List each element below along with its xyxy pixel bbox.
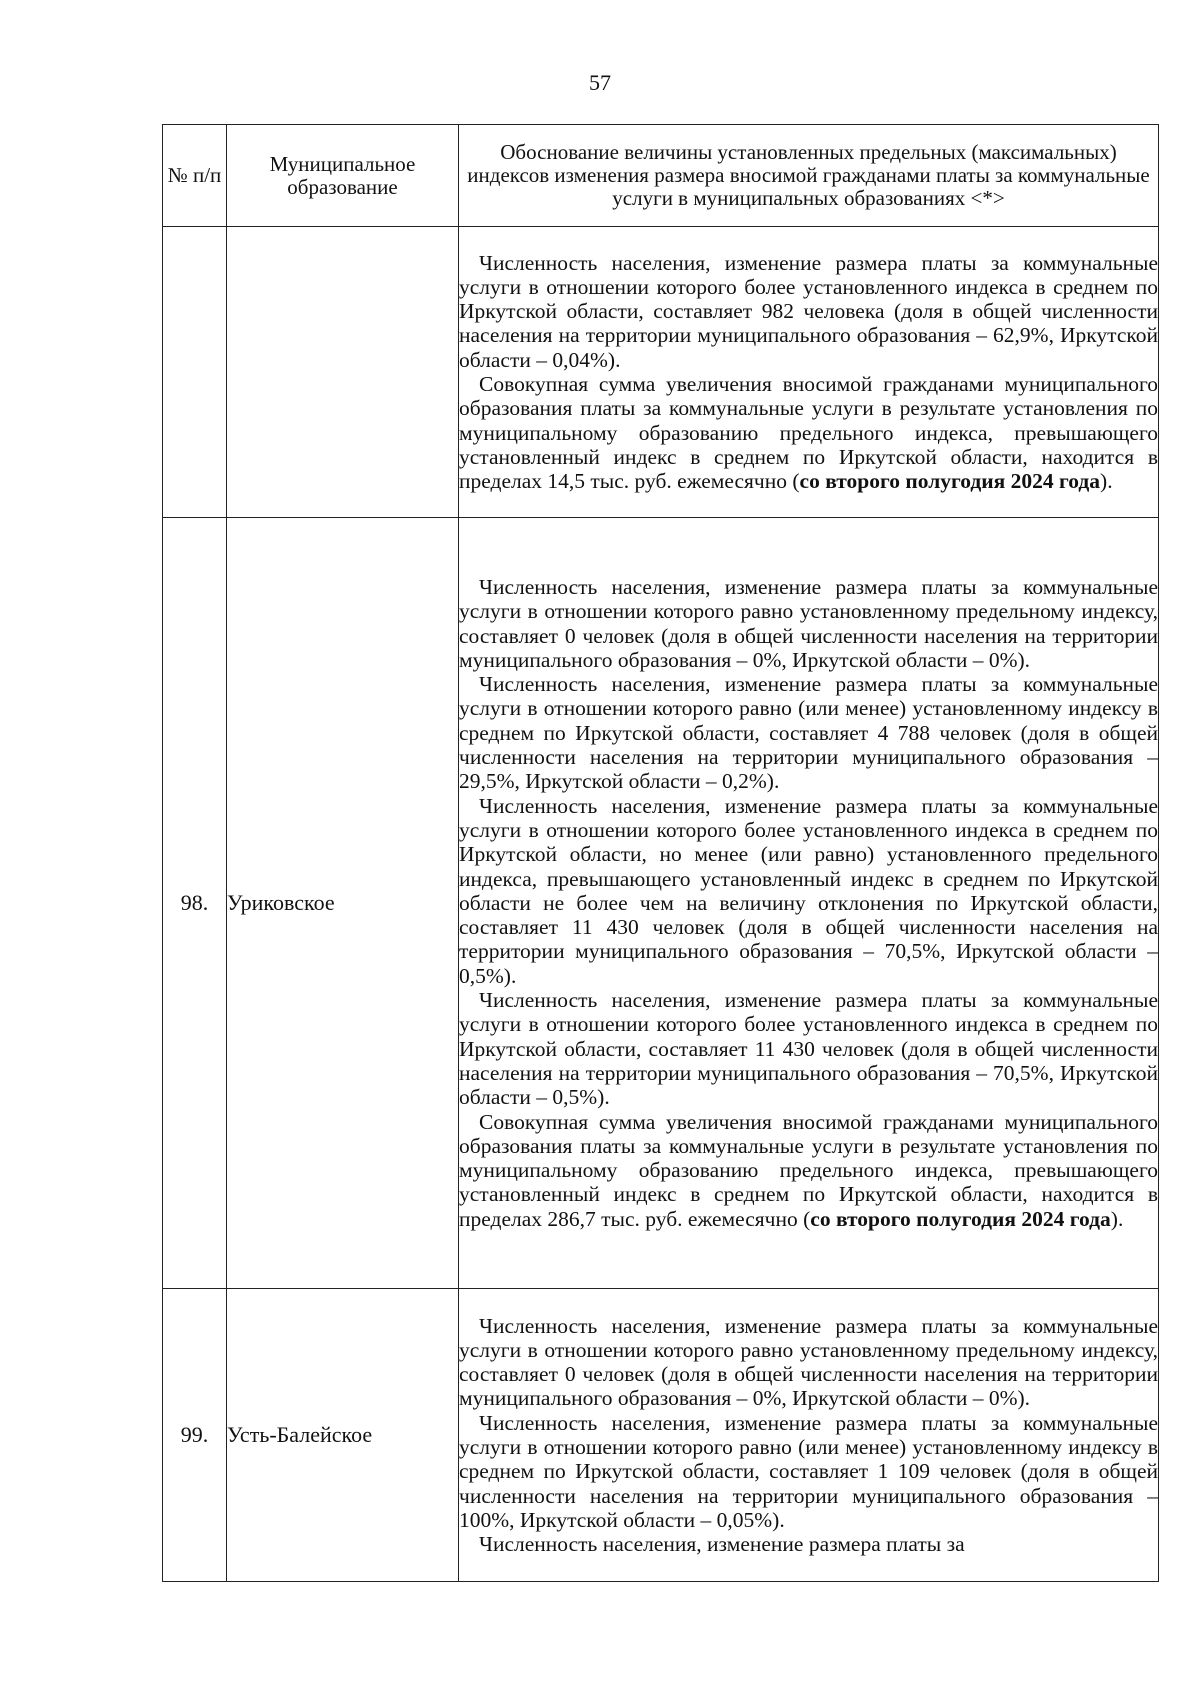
row-number: 98. xyxy=(163,518,227,1289)
justification-paragraph: Численность населения, изменение размера платы за xyxy=(479,1532,965,1557)
justification-paragraph: Численность населения, изменение размера платы за коммунальные услуги в отношении которого равно (или менее) установленному индексу в среднем по Иркутской области, составляет 1 109 человек (доля в общей численности населения на территории муниципального образования – 100%, Иркутской области – 0,05%). xyxy=(459,1410,1158,1532)
justification-paragraph: Численность населения, изменение размера платы за коммунальные услуги в отношении которого равно установленному предельному индексу, составляет 0 человек (доля в общей численности населения на территории муниципального образования – 0%, Иркутской области – 0%). xyxy=(459,574,1158,672)
table-header-row xyxy=(163,125,1159,227)
row-justification xyxy=(459,518,1159,1289)
justification-paragraph: Численность населения, изменение размера платы за коммунальные услуги в отношении которого более установленного индекса в среднем по Иркутской области, но менее (или равно) установленного предельного индекса, превышающего установленный индекс в среднем по Иркутской области не более чем на величину отклонения по Иркутской области, составляет 11 430 человек (доля в общей численности населения на территории муниципального образования – 70,5%, Иркутской области – 0,5%). xyxy=(459,793,1158,988)
row-municipality: Уриковское xyxy=(227,518,459,1289)
justification-paragraph: Численность населения, изменение размера платы за коммунальные услуги в отношении которого равно (или менее) установленному индексу в среднем по Иркутской области, составляет 4 788 человек (доля в общей численности населения на территории муниципального образования – 29,5%, Иркутской области – 0,2%). xyxy=(459,672,1158,794)
justification-paragraph: Совокупная сумма увеличения вносимой гражданами муниципального образования платы за коммунальные услуги в результате установления по муниципальному образованию предельного индекса, превышающего установленный индекс в среднем по Иркутской области, находится в пределах 14,5 тыс. руб. ежемесячно (со второго полугодия 2024 года). xyxy=(459,372,1158,494)
header-municipality: Муниципальное образование xyxy=(227,125,459,227)
row-number: 99. xyxy=(163,1289,227,1582)
table-row xyxy=(163,518,1159,1289)
justification-paragraph: Численность населения, изменение размера платы за коммунальные услуги в отношении которого более установленного индекса в среднем по Иркутской области, составляет 982 человека (доля в общей численности населения на территории муниципального образования – 62,9%, Иркутской области – 0,04%). xyxy=(459,250,1158,372)
table-row xyxy=(163,227,1159,518)
row-municipality xyxy=(227,227,459,518)
header-justification: Обоснование величины установленных предельных (максимальных) индексов изменения размера вносимой гражданами платы за коммунальные услуги в муниципальных образованиях <*> xyxy=(459,125,1159,227)
table-row xyxy=(163,1289,1159,1582)
page-number: 57 xyxy=(589,70,611,95)
indices-table xyxy=(162,124,1159,1582)
row-justification xyxy=(459,227,1159,518)
header-number: № п/п xyxy=(163,125,227,227)
row-justification xyxy=(459,1289,1159,1582)
row-number xyxy=(163,227,227,518)
justification-paragraph: Численность населения, изменение размера платы за коммунальные услуги в отношении которого более установленного индекса в среднем по Иркутской области, составляет 11 430 человек (доля в общей численности населения на территории муниципального образования – 70,5%, Иркутской области – 0,5%). xyxy=(459,988,1158,1110)
row-municipality: Усть-Балейское xyxy=(227,1289,459,1582)
justification-paragraph: Численность населения, изменение размера платы за коммунальные услуги в отношении которого равно установленному предельному индексу, составляет 0 человек (доля в общей численности населения на территории муниципального образования – 0%, Иркутской области – 0%). xyxy=(459,1313,1158,1411)
justification-paragraph: Совокупная сумма увеличения вносимой гражданами муниципального образования платы за коммунальные услуги в результате установления по муниципальному образованию предельного индекса, превышающего установленный индекс в среднем по Иркутской области, находится в пределах 286,7 тыс. руб. ежемесячно (со второго полугодия 2024 года). xyxy=(459,1109,1158,1231)
